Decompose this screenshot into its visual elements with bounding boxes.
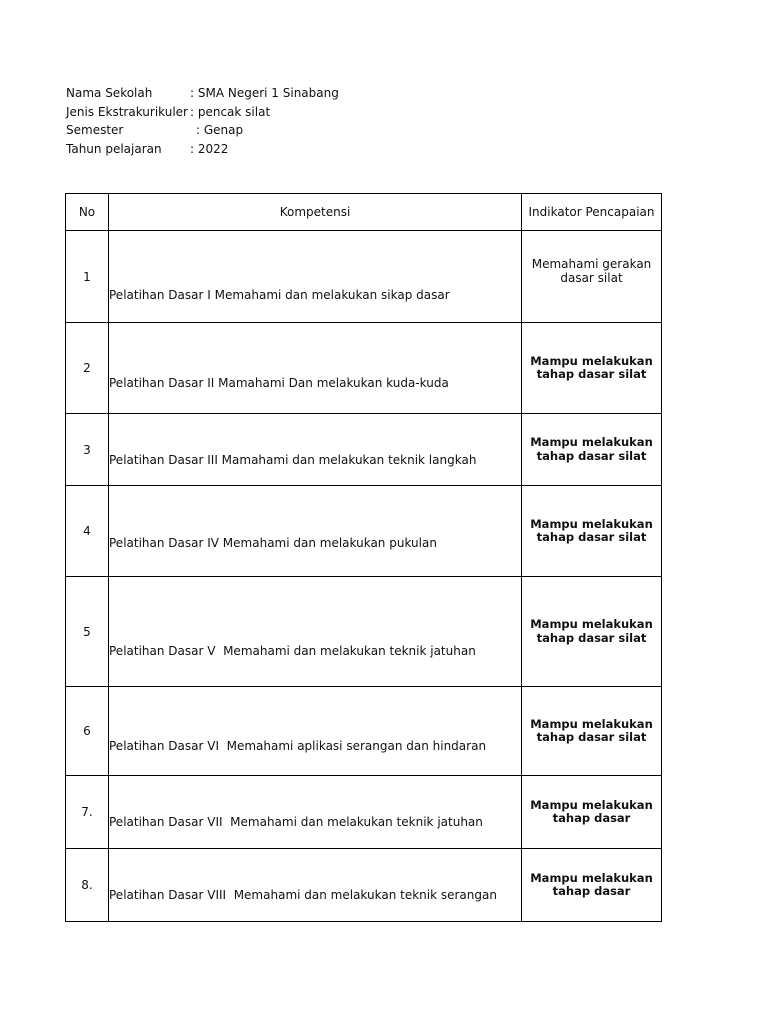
semester-label: Semester (66, 123, 124, 137)
indicator-cell: Mampu melakukan tahap dasar (522, 776, 662, 849)
indicator-cell: Mampu melakukan tahap dasar (522, 849, 662, 922)
table-row (66, 776, 662, 849)
row-number: 8. (66, 849, 109, 922)
indicator-cell: Memahami gerakan dasar silat (522, 231, 662, 323)
column-header-kompetensi: Kompetensi (109, 194, 522, 231)
table-row (66, 231, 662, 323)
table-row (66, 849, 662, 922)
competency-cell: Pelatihan Dasar IV Memahami dan melakukan pukulan (109, 486, 522, 577)
academic-year-label: Tahun pelajaran (66, 141, 162, 156)
row-number: 6 (66, 687, 109, 776)
indicator-cell: Mampu melakukan tahap dasar silat (522, 687, 662, 776)
extracurricular-label: Jenis Ekstrakurikuler (66, 104, 188, 119)
row-number: 7. (66, 776, 109, 849)
semester-value: : Genap (196, 123, 244, 137)
column-header-no: No (66, 194, 109, 231)
competency-cell: Pelatihan Dasar VI Memahami aplikasi serangan dan hindaran (109, 687, 522, 776)
competency-cell: Pelatihan Dasar I Memahami dan melakukan sikap dasar (109, 231, 522, 323)
extracurricular-row (66, 103, 339, 122)
competency-cell: Pelatihan Dasar II Mamahami Dan melakukan kuda-kuda (109, 323, 522, 414)
indicator-cell: Mampu melakukan tahap dasar silat (522, 323, 662, 414)
academic-year-row (66, 140, 339, 159)
indicator-cell: Mampu melakukan tahap dasar silat (522, 414, 662, 486)
row-number: 4 (66, 486, 109, 577)
competency-cell: Pelatihan Dasar V Memahami dan melakukan teknik jatuhan (109, 577, 522, 687)
indicator-cell: Mampu melakukan tahap dasar silat (522, 486, 662, 577)
extracurricular-value: : pencak silat (190, 104, 271, 119)
school-name-row (66, 84, 339, 103)
table-row (66, 687, 662, 776)
school-name-value: : SMA Negeri 1 Sinabang (190, 86, 339, 100)
table-row (66, 577, 662, 687)
semester-row (66, 121, 339, 140)
indicator-cell: Mampu melakukan tahap dasar silat (522, 577, 662, 687)
column-header-indikator: Indikator Pencapaian (522, 194, 662, 231)
academic-year-value: : 2022 (190, 141, 229, 156)
table-header-row (66, 194, 662, 231)
competency-cell: Pelatihan Dasar VII Memahami dan melakukan teknik jatuhan (109, 776, 522, 849)
table-row (66, 323, 662, 414)
table-row (66, 414, 662, 486)
table-row (66, 486, 662, 577)
competency-cell: Pelatihan Dasar VIII Memahami dan melakukan teknik serangan (109, 849, 522, 922)
row-number: 3 (66, 414, 109, 486)
row-number: 5 (66, 577, 109, 687)
row-number: 1 (66, 231, 109, 323)
competency-cell: Pelatihan Dasar III Mamahami dan melakukan teknik langkah (109, 414, 522, 486)
school-info-header (66, 84, 339, 158)
row-number: 2 (66, 323, 109, 414)
school-name-label: Nama Sekolah (66, 86, 153, 100)
competency-table (65, 193, 662, 922)
